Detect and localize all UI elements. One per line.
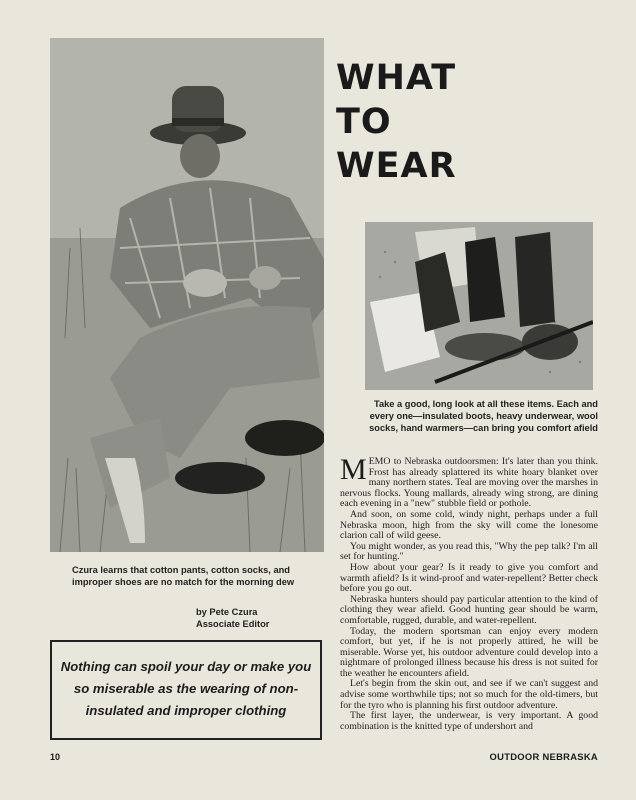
page-number: 10 (50, 752, 61, 762)
right-photo-caption: Take a good, long look at all these items. Each and every one—insulated boots, heavy underwear, wool socks, hand warmers—can bring you comfort afield (369, 399, 598, 433)
magazine-name: OUTDOOR NEBRASKA (489, 751, 598, 762)
hunter-photo (50, 38, 324, 552)
article-paragraph: Let's begin from the skin out, and see if we can't suggest and advise some worthwhile tips; not so much for the old-timers, but for the tyro who is planning his first outdoor adventure. (340, 678, 598, 711)
drop-cap: M (340, 453, 367, 486)
title-line-3: WEAR (336, 146, 457, 186)
title-line-2: TO (336, 102, 392, 142)
article-paragraph: Nebraska hunters should pay particular attention to the kind of clothing they wear afield. Good hunting gear should be warm, comfortable, rugged, durable, and water-repellent. (340, 593, 598, 626)
article-paragraph: The first layer, the underwear, is very important. A good combination is the knitted type of undershort and (340, 710, 598, 732)
article-paragraph: Today, the modern sportsman can enjoy every modern comfort, but yet, if he is not properly attired, he will be miserable. Worse yet, his outdoor adventure could develop into a nightmare of prolonged illness because his dress is not suited for the weather he encounters afield. (340, 625, 598, 679)
article-paragraph: And soon, on some cold, windy night, perhaps under a full Nebraska moon, high from the sky will come the lonesome clarion call of wild geese. (340, 508, 598, 542)
article-paragraph: How about your gear? Is it ready to give you comfort and warmth afield? Is it wind-proof and water-repellent? Better check before you go out. (340, 561, 598, 595)
byline-author: by Pete Czura (196, 607, 258, 617)
title-line-1: WHAT (336, 58, 457, 98)
byline-role: Associate Editor (196, 619, 270, 629)
byline (196, 606, 336, 630)
article-paragraph: You might wonder, as you read this, "Why the pep talk? I'm all set for hunting." (340, 540, 598, 563)
article-title (336, 56, 536, 188)
article-body (340, 453, 598, 732)
pull-quote: Nothing can spoil your day or make you so miserable as the wearing of non-insulated and improper clothing (50, 640, 322, 740)
article-paragraph: MEMO to Nebraska outdoorsmen: It's later than you think. Frost has already splattered its white hoary blanket over many northern states. Teal are moving over the marshes in nervous flocks. Young mallards, already wing strong, are dining each evening in a "new" stubble field or pothole. (340, 453, 598, 510)
gear-photo (365, 222, 593, 390)
left-photo-caption: Czura learns that cotton pants, cotton socks, and improper shoes are no match for the morning dew (72, 565, 295, 587)
